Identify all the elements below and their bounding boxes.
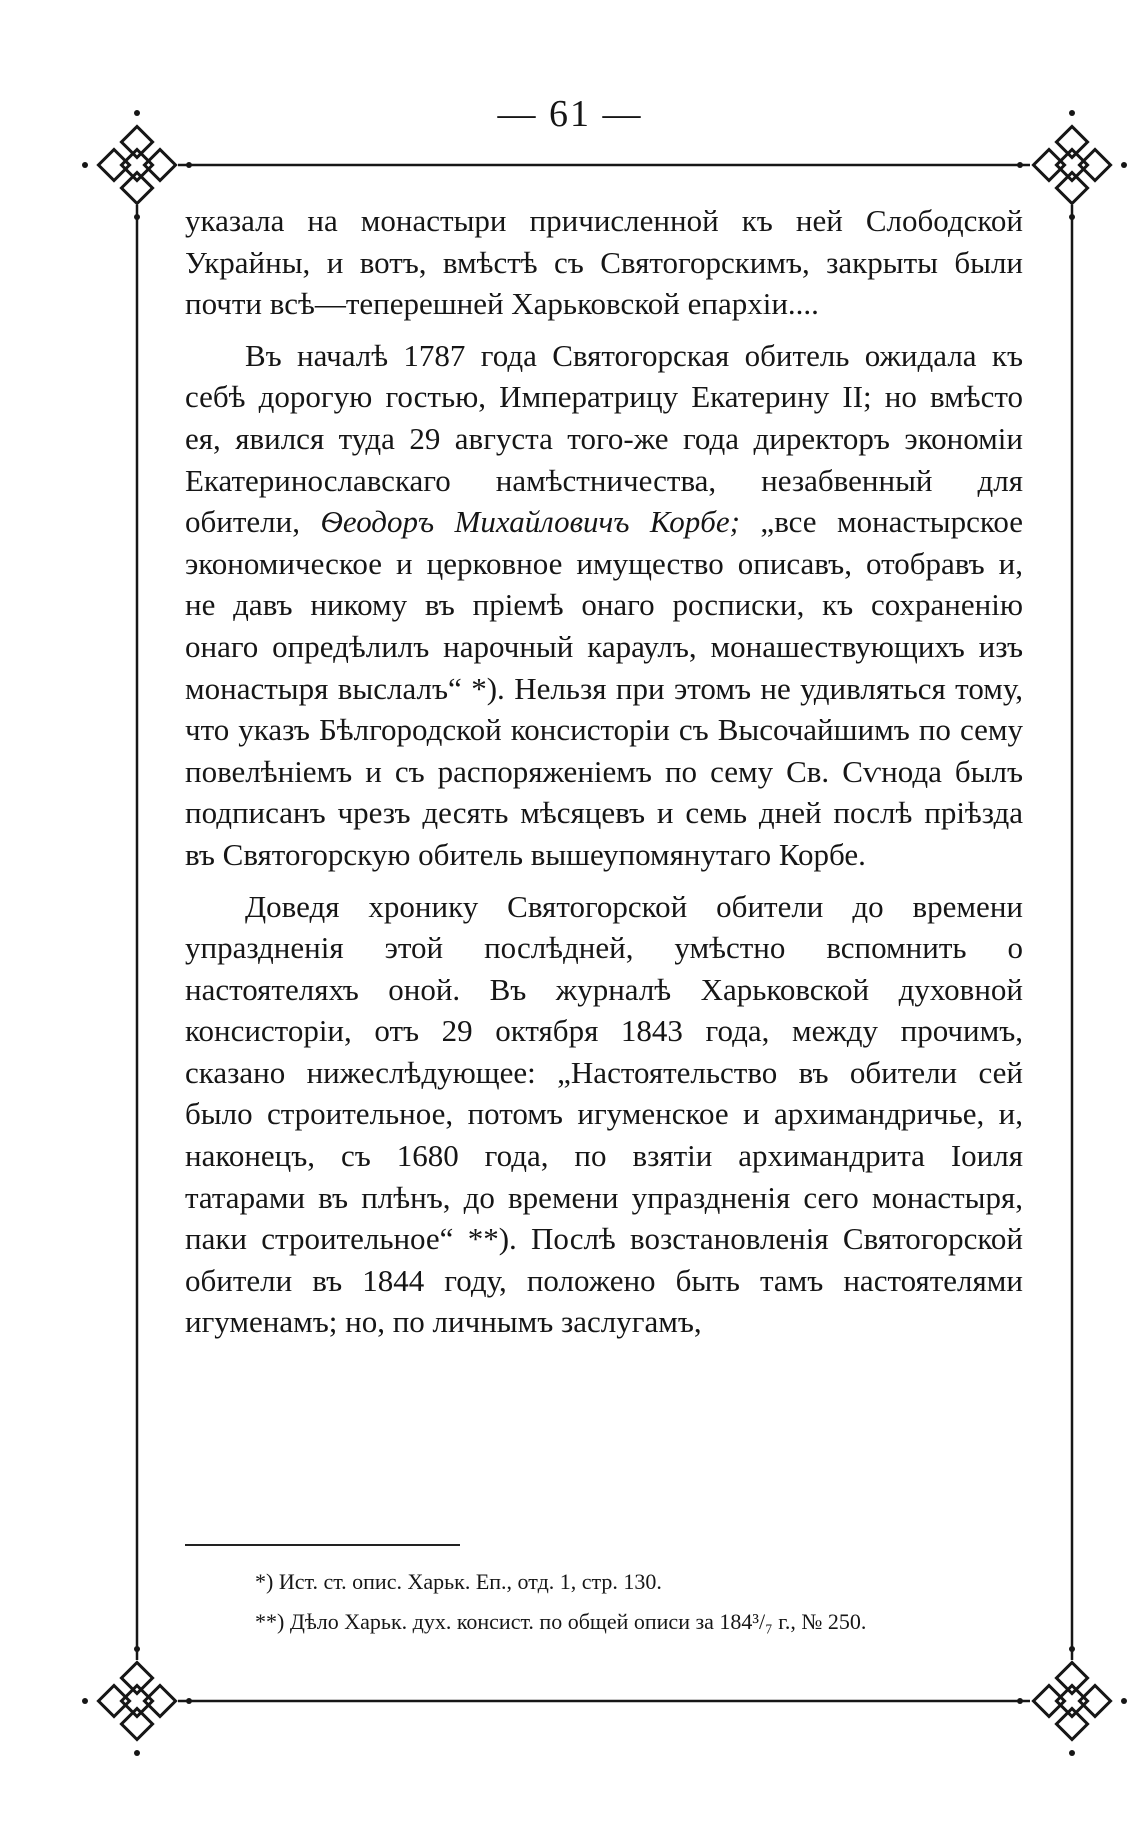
paragraph-2-start: Въ началѣ 1787 года Святогорская обитель ожидала къ себѣ дорогую гостью, Императрицу Екатерину II; но вмѣсто ея, явился туда 29 августа того-же года директоръ экономіи Екатеринославскаго намѣстничества, незабвенный для обители, bbox=[185, 337, 1023, 540]
paragraph-2-name: Ѳеодоръ Михайловичъ Корбе; bbox=[320, 504, 740, 540]
knot-ornament-icon bbox=[82, 1646, 192, 1756]
footnote-1: *) Ист. ст. опис. Харьк. Еп., отд. 1, стр. 130. bbox=[255, 1569, 662, 1594]
paragraph-2 bbox=[185, 335, 1023, 876]
footnote-rule bbox=[185, 1544, 460, 1546]
knot-ornament-icon bbox=[1017, 1646, 1127, 1756]
knot-ornament-icon bbox=[82, 110, 192, 220]
paragraph-2-end: „все монастырское экономическое и церковное имущество описавъ, отобравъ и, не давъ никому въ пріемѣ онаго росписки, къ сохраненію онаго опредѣлилъ нарочный караулъ, монашествующихъ изъ монастыря выслалъ“ *). Нельзя при этомъ не удивляться тому, что указъ Бѣлгородской консисторіи съ Высочайшимъ по сему повелѣніемъ и съ распоряженіемъ по сему Св. Сѵнода былъ подписанъ чрезъ десять мѣсяцевъ и семь дней послѣ пріѣзда въ Святогорскую обитель вышеупомянутаго Корбе. bbox=[185, 504, 1023, 872]
knot-ornament-icon bbox=[1017, 110, 1127, 220]
paragraph-1: указала на монастыри причисленной къ ней Слободской Украйны, и вотъ, вмѣстѣ съ Святогорскимъ, закрыты были почти всѣ—теперешней Харьковской епархіи.... bbox=[185, 203, 1023, 322]
page-number: — 61 — bbox=[497, 93, 643, 135]
footnotes bbox=[255, 1562, 1015, 1642]
paragraph-3: Доведя хронику Святогорской обители до времени упраздненія этой послѣдней, умѣстно вспомнить о настоятеляхъ оной. Въ журналѣ Харьковской духовной консисторіи, отъ 29 октября 1843 года, между прочимъ, сказано нижеслѣдующее: „Настоятельство въ обители сей было строительное, потомъ игуменское и архимандричье, и, наконецъ, съ 1680 года, по взятіи архимандрита Іоиля татарами въ плѣнъ, до времени упраздненія сего монастыря, паки строительное“ **). Послѣ возстановленія Святогорской обители въ 1844 году, положено быть тамъ настоятелями игуменамъ; но, по личнымъ заслугамъ, bbox=[185, 888, 1023, 1340]
footnote-2: **) Дѣло Харьк. дух. консист. по общей описи за 184³/₇ г., № 250. bbox=[255, 1609, 867, 1634]
body-text bbox=[185, 200, 1023, 1343]
